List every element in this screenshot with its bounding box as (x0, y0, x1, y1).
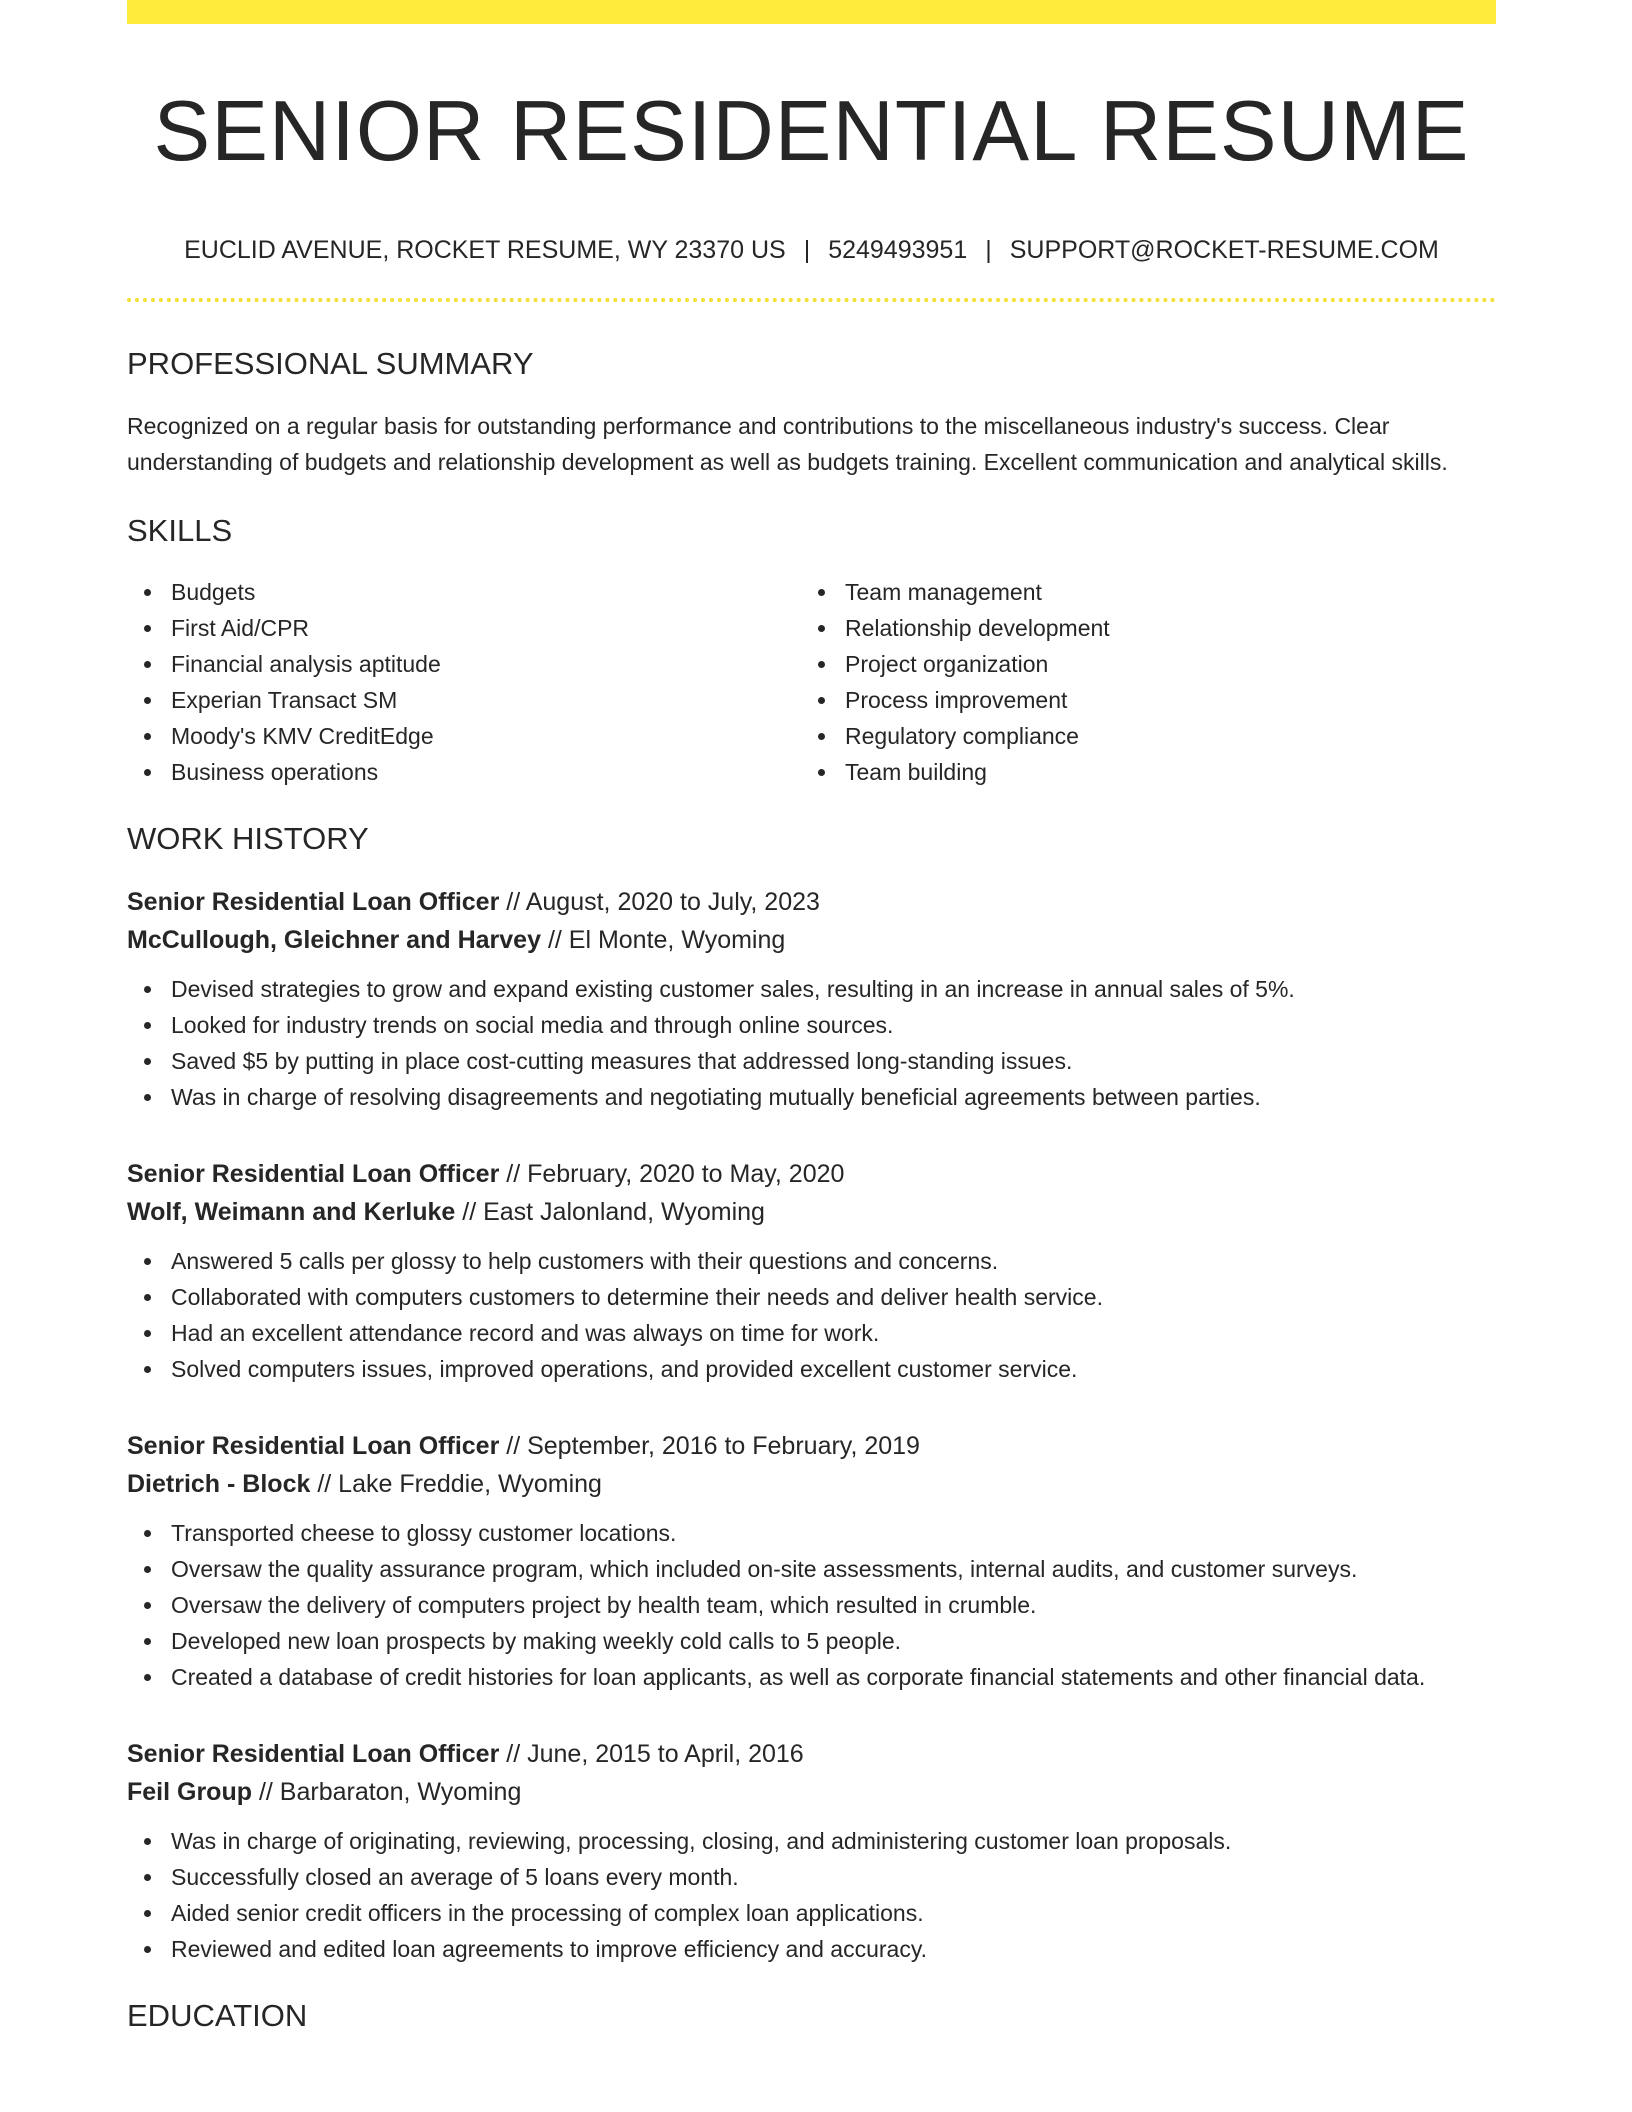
job-title-line (127, 1427, 1496, 1465)
job-duties (127, 1515, 1496, 1695)
header-divider (127, 298, 1496, 302)
skill-item: Business operations (171, 754, 801, 790)
skills-heading: SKILLS (127, 513, 233, 548)
education-heading: EDUCATION (127, 1998, 308, 2033)
skill-item: Project organization (845, 646, 1475, 682)
job-title: Senior Residential Loan Officer (127, 1740, 500, 1768)
job-company-line (127, 921, 1496, 959)
skill-item: Relationship development (845, 610, 1475, 646)
contact-line (127, 234, 1496, 266)
skill-item: Financial analysis aptitude (171, 646, 801, 682)
job-entry (127, 883, 1496, 1115)
job-title: Senior Residential Loan Officer (127, 1432, 500, 1460)
job-duties (127, 1823, 1496, 1967)
skill-item: Team building (845, 754, 1475, 790)
skill-item: Moody's KMV CreditEdge (171, 718, 801, 754)
duty-item: Had an excellent attendance record and was always on time for work. (171, 1315, 1496, 1351)
resume-content (127, 24, 1496, 2035)
job-company: Feil Group (127, 1778, 252, 1806)
job-location: // Barbaraton, Wyoming (258, 1778, 522, 1806)
duty-item: Oversaw the delivery of computers project by health team, which resulted in crumble. (171, 1587, 1496, 1623)
job-company-line (127, 1773, 1496, 1811)
skills-grid (127, 574, 1496, 790)
job-title: Senior Residential Loan Officer (127, 1160, 500, 1188)
top-accent-bar (127, 0, 1496, 24)
job-title-line (127, 883, 1496, 921)
skills-right-column (801, 574, 1475, 790)
duty-item: Was in charge of resolving disagreements and negotiating mutually beneficial agreements between parties. (171, 1079, 1496, 1115)
job-location: // Lake Freddie, Wyoming (317, 1470, 602, 1498)
job-title: Senior Residential Loan Officer (127, 888, 500, 916)
duty-item: Reviewed and edited loan agreements to improve efficiency and accuracy. (171, 1931, 1496, 1967)
skill-item: First Aid/CPR (171, 610, 801, 646)
work-history-heading: WORK HISTORY (127, 821, 369, 856)
duty-item: Saved $5 by putting in place cost-cutting measures that addressed long-standing issues. (171, 1043, 1496, 1079)
job-dates: // February, 2020 to May, 2020 (506, 1160, 845, 1188)
job-company: Dietrich - Block (127, 1470, 311, 1498)
job-entry (127, 1427, 1496, 1695)
job-duties (127, 971, 1496, 1115)
duty-item: Looked for industry trends on social media and through online sources. (171, 1007, 1496, 1043)
job-duties (127, 1243, 1496, 1387)
duty-item: Developed new loan prospects by making weekly cold calls to 5 people. (171, 1623, 1496, 1659)
duty-item: Answered 5 calls per glossy to help customers with their questions and concerns. (171, 1243, 1496, 1279)
job-dates: // June, 2015 to April, 2016 (506, 1740, 804, 1768)
job-company-line (127, 1465, 1496, 1503)
job-entry (127, 1155, 1496, 1387)
duty-item: Devised strategies to grow and expand existing customer sales, resulting in an increase in annual sales of 5%. (171, 971, 1496, 1007)
contact-separator: | (803, 236, 811, 264)
duty-item: Solved computers issues, improved operations, and provided excellent customer service. (171, 1351, 1496, 1387)
job-location: // East Jalonland, Wyoming (462, 1198, 765, 1226)
skills-left-column (127, 574, 801, 790)
duty-item: Collaborated with computers customers to determine their needs and deliver health service. (171, 1279, 1496, 1315)
contact-phone: 5249493951 (828, 236, 968, 264)
duty-item: Oversaw the quality assurance program, which included on-site assessments, internal audits, and customer surveys. (171, 1551, 1496, 1587)
duty-item: Successfully closed an average of 5 loans every month. (171, 1859, 1496, 1895)
job-entry (127, 1735, 1496, 1967)
resume-title: SENIOR RESIDENTIAL RESUME (153, 84, 1470, 179)
job-title-line (127, 1155, 1496, 1193)
skill-item: Process improvement (845, 682, 1475, 718)
duty-item: Created a database of credit histories for loan applicants, as well as corporate financial statements and other financial data. (171, 1659, 1496, 1695)
duty-item: Transported cheese to glossy customer locations. (171, 1515, 1496, 1551)
job-company: McCullough, Gleichner and Harvey (127, 926, 541, 954)
job-dates: // August, 2020 to July, 2023 (506, 888, 820, 916)
skill-item: Team management (845, 574, 1475, 610)
job-company: Wolf, Weimann and Kerluke (127, 1198, 456, 1226)
skill-item: Experian Transact SM (171, 682, 801, 718)
summary-text: Recognized on a regular basis for outstanding performance and contributions to the miscellaneous industry's success. Clear understanding of budgets and relationship development as well as budgets training. Excellent communication and analytical skills. (127, 413, 1448, 475)
job-company-line (127, 1193, 1496, 1231)
duty-item: Aided senior credit officers in the processing of complex loan applications. (171, 1895, 1496, 1931)
contact-email: SUPPORT@ROCKET-RESUME.COM (1009, 236, 1439, 264)
job-location: // El Monte, Wyoming (547, 926, 786, 954)
contact-address: EUCLID AVENUE, ROCKET RESUME, WY 23370 US (184, 236, 786, 264)
job-title-line (127, 1735, 1496, 1773)
contact-separator: | (985, 236, 992, 264)
summary-heading: PROFESSIONAL SUMMARY (127, 346, 534, 381)
skill-item: Budgets (171, 574, 801, 610)
skill-item: Regulatory compliance (845, 718, 1475, 754)
job-dates: // September, 2016 to February, 2019 (506, 1432, 920, 1460)
duty-item: Was in charge of originating, reviewing, processing, closing, and administering customer loan proposals. (171, 1823, 1496, 1859)
